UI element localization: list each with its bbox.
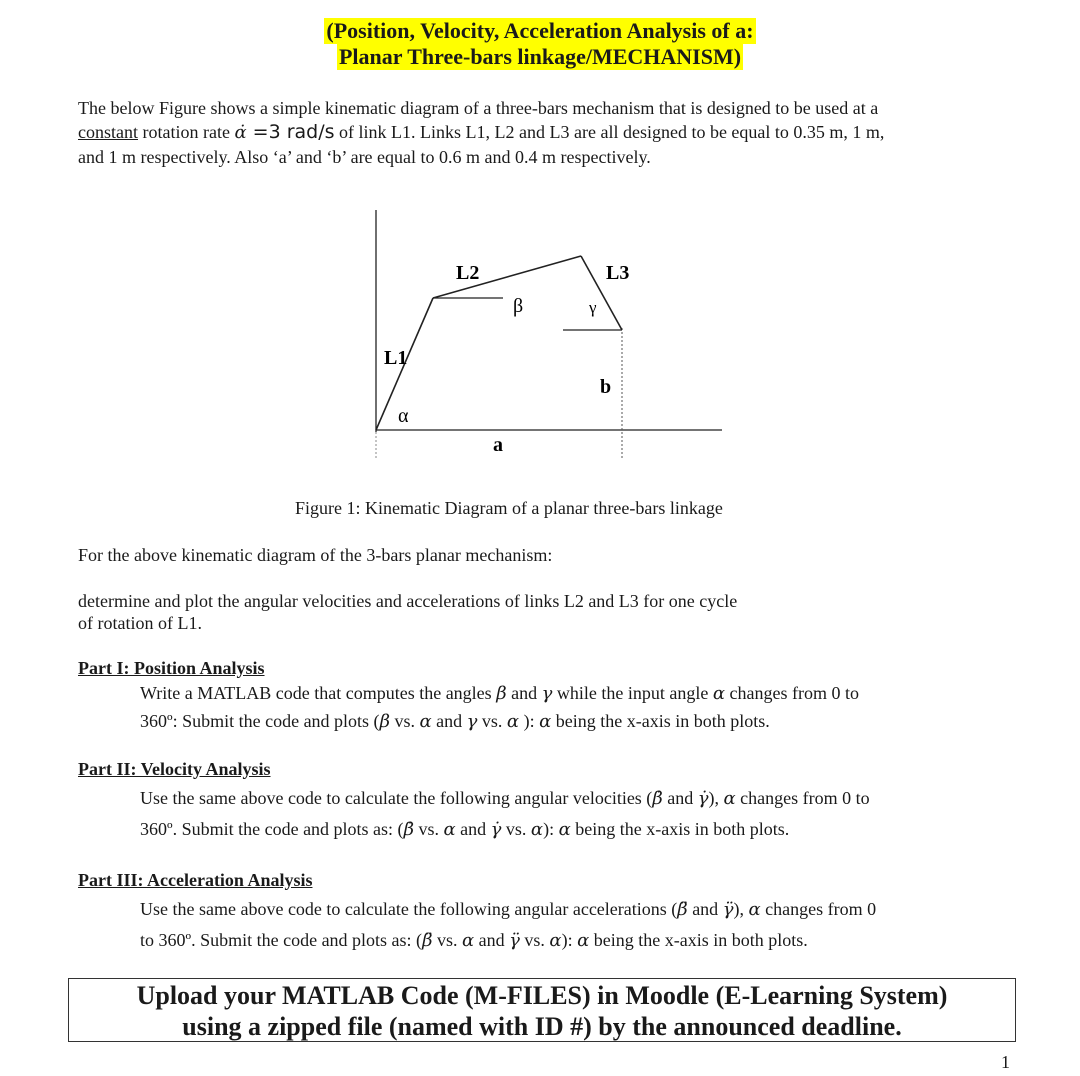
text: vs. bbox=[389, 711, 420, 731]
text: ), bbox=[708, 788, 724, 808]
text: changes from 0 to bbox=[724, 683, 859, 703]
alpha-symbol: α bbox=[461, 930, 475, 951]
alpha-symbol: α bbox=[443, 819, 456, 840]
intro-line-1: The below Figure shows a simple kinematic diagram of a three-bars mechanism that is designed to be used at a bbox=[78, 98, 879, 118]
text: being the x-axis in both plots. bbox=[570, 819, 790, 839]
beta-symbol: β bbox=[496, 683, 507, 704]
gamma-symbol: γ bbox=[466, 711, 478, 732]
page-number: 1 bbox=[1001, 1052, 1010, 1072]
text: while the input angle bbox=[552, 683, 713, 703]
text: vs. bbox=[519, 930, 550, 950]
intro-text: rotation rate bbox=[138, 122, 235, 142]
text: vs. bbox=[501, 819, 531, 839]
part-1-body bbox=[140, 678, 1010, 737]
part-1-heading: Part I: Position Analysis bbox=[78, 658, 265, 678]
alpha-symbol: α bbox=[549, 930, 562, 951]
text: changes from 0 bbox=[760, 899, 877, 919]
text: 360º: Submit the code and plots ( bbox=[140, 711, 380, 731]
alpha-symbol: α bbox=[723, 788, 736, 809]
kinematic-diagram bbox=[360, 200, 740, 465]
gamma-dot-symbol: γ̇ bbox=[490, 819, 502, 840]
label-L3: L3 bbox=[606, 262, 630, 284]
document-title bbox=[0, 18, 1080, 70]
text: and bbox=[687, 899, 723, 919]
alpha-symbol: α bbox=[558, 819, 571, 840]
text: being the x-axis in both plots. bbox=[551, 711, 770, 731]
text: vs. bbox=[432, 930, 462, 950]
label-L1: L1 bbox=[384, 347, 408, 369]
rate-value: =3 rad/s bbox=[246, 121, 335, 143]
text: vs. bbox=[413, 819, 444, 839]
alpha-symbol: α bbox=[539, 711, 552, 732]
part-3-body bbox=[140, 894, 1010, 956]
label-alpha: α bbox=[398, 405, 409, 427]
upload-line-1: Upload your MATLAB Code (M-FILES) in Moodle (E-Learning System) bbox=[136, 981, 948, 1010]
label-beta: β bbox=[513, 295, 524, 317]
label-L2: L2 bbox=[456, 262, 480, 284]
part-2-heading: Part II: Velocity Analysis bbox=[78, 759, 271, 779]
text: ): bbox=[519, 711, 540, 731]
intro-line-2 bbox=[78, 120, 1018, 145]
constant-word: constant bbox=[78, 122, 138, 142]
label-gamma: γ bbox=[589, 298, 597, 317]
intro-paragraph bbox=[78, 96, 1018, 169]
label-a: a bbox=[493, 434, 503, 456]
gamma-dot-symbol: γ̇ bbox=[697, 788, 709, 809]
text: ): bbox=[543, 819, 559, 839]
gamma-symbol: γ bbox=[541, 683, 553, 704]
alpha-symbol: α bbox=[419, 711, 432, 732]
text: being the x-axis in both plots. bbox=[589, 930, 808, 950]
text: Write a MATLAB code that computes the angles bbox=[140, 683, 497, 703]
for-text: For the above kinematic diagram of the 3-bars planar mechanism: bbox=[78, 545, 553, 565]
alpha-symbol: α bbox=[506, 711, 520, 732]
determine-line-1: determine and plot the angular velocities and accelerations of links L2 and L3 for one cycle bbox=[78, 591, 738, 611]
text: and bbox=[662, 788, 698, 808]
text: to 360º. Submit the code and plots as: ( bbox=[140, 930, 423, 950]
gamma-ddot-symbol: γ̈ bbox=[509, 930, 520, 951]
part-2-body bbox=[140, 783, 1010, 845]
beta-dot-symbol: β̇ bbox=[652, 788, 663, 809]
intro-line-3: and 1 m respectively. Also ‘a’ and ‘b’ are equal to 0.6 m and 0.4 m respectively. bbox=[78, 147, 651, 167]
text: and bbox=[431, 711, 467, 731]
determine-line-2: of rotation of L1. bbox=[78, 613, 202, 633]
text: and bbox=[455, 819, 491, 839]
text: ): bbox=[561, 930, 578, 950]
title-line-1: (Position, Velocity, Acceleration Analysis of a: bbox=[326, 18, 754, 43]
text: Use the same above code to calculate the following angular accelerations ( bbox=[140, 899, 678, 919]
text: changes from 0 to bbox=[735, 788, 870, 808]
label-b: b bbox=[600, 376, 612, 398]
upload-line-2: using a zipped file (named with ID #) by the announced deadline. bbox=[182, 1012, 902, 1041]
alpha-symbol: α bbox=[712, 683, 725, 704]
intro-text: of link L1. Links L1, L2 and L3 are all designed to be equal to 0.35 m, 1 m, bbox=[334, 122, 885, 142]
text: and bbox=[474, 930, 510, 950]
beta-symbol: β bbox=[379, 711, 390, 732]
text: Use the same above code to calculate the following angular velocities ( bbox=[140, 788, 653, 808]
alpha-symbol: α bbox=[530, 819, 544, 840]
gamma-ddot-symbol: γ̈ bbox=[722, 899, 734, 920]
alpha-symbol: α bbox=[577, 930, 590, 951]
part-3-heading: Part III: Acceleration Analysis bbox=[78, 870, 313, 890]
upload-instructions-box bbox=[68, 978, 1016, 1042]
text: and bbox=[506, 683, 542, 703]
title-line-2: Planar Three-bars linkage/MECHANISM) bbox=[338, 44, 742, 69]
figure-caption: Figure 1: Kinematic Diagram of a planar three-bars linkage bbox=[295, 498, 723, 518]
text: 360º. Submit the code and plots as: ( bbox=[140, 819, 404, 839]
beta-dot-symbol: β̇ bbox=[403, 819, 414, 840]
beta-ddot-symbol: β̈ bbox=[422, 930, 433, 951]
text: vs. bbox=[477, 711, 507, 731]
determine-paragraph bbox=[78, 590, 737, 634]
text: ), bbox=[733, 899, 749, 919]
alpha-symbol: α bbox=[748, 899, 761, 920]
beta-ddot-symbol: β̈ bbox=[677, 899, 688, 920]
alpha-dot-symbol: α̇ bbox=[234, 122, 247, 143]
